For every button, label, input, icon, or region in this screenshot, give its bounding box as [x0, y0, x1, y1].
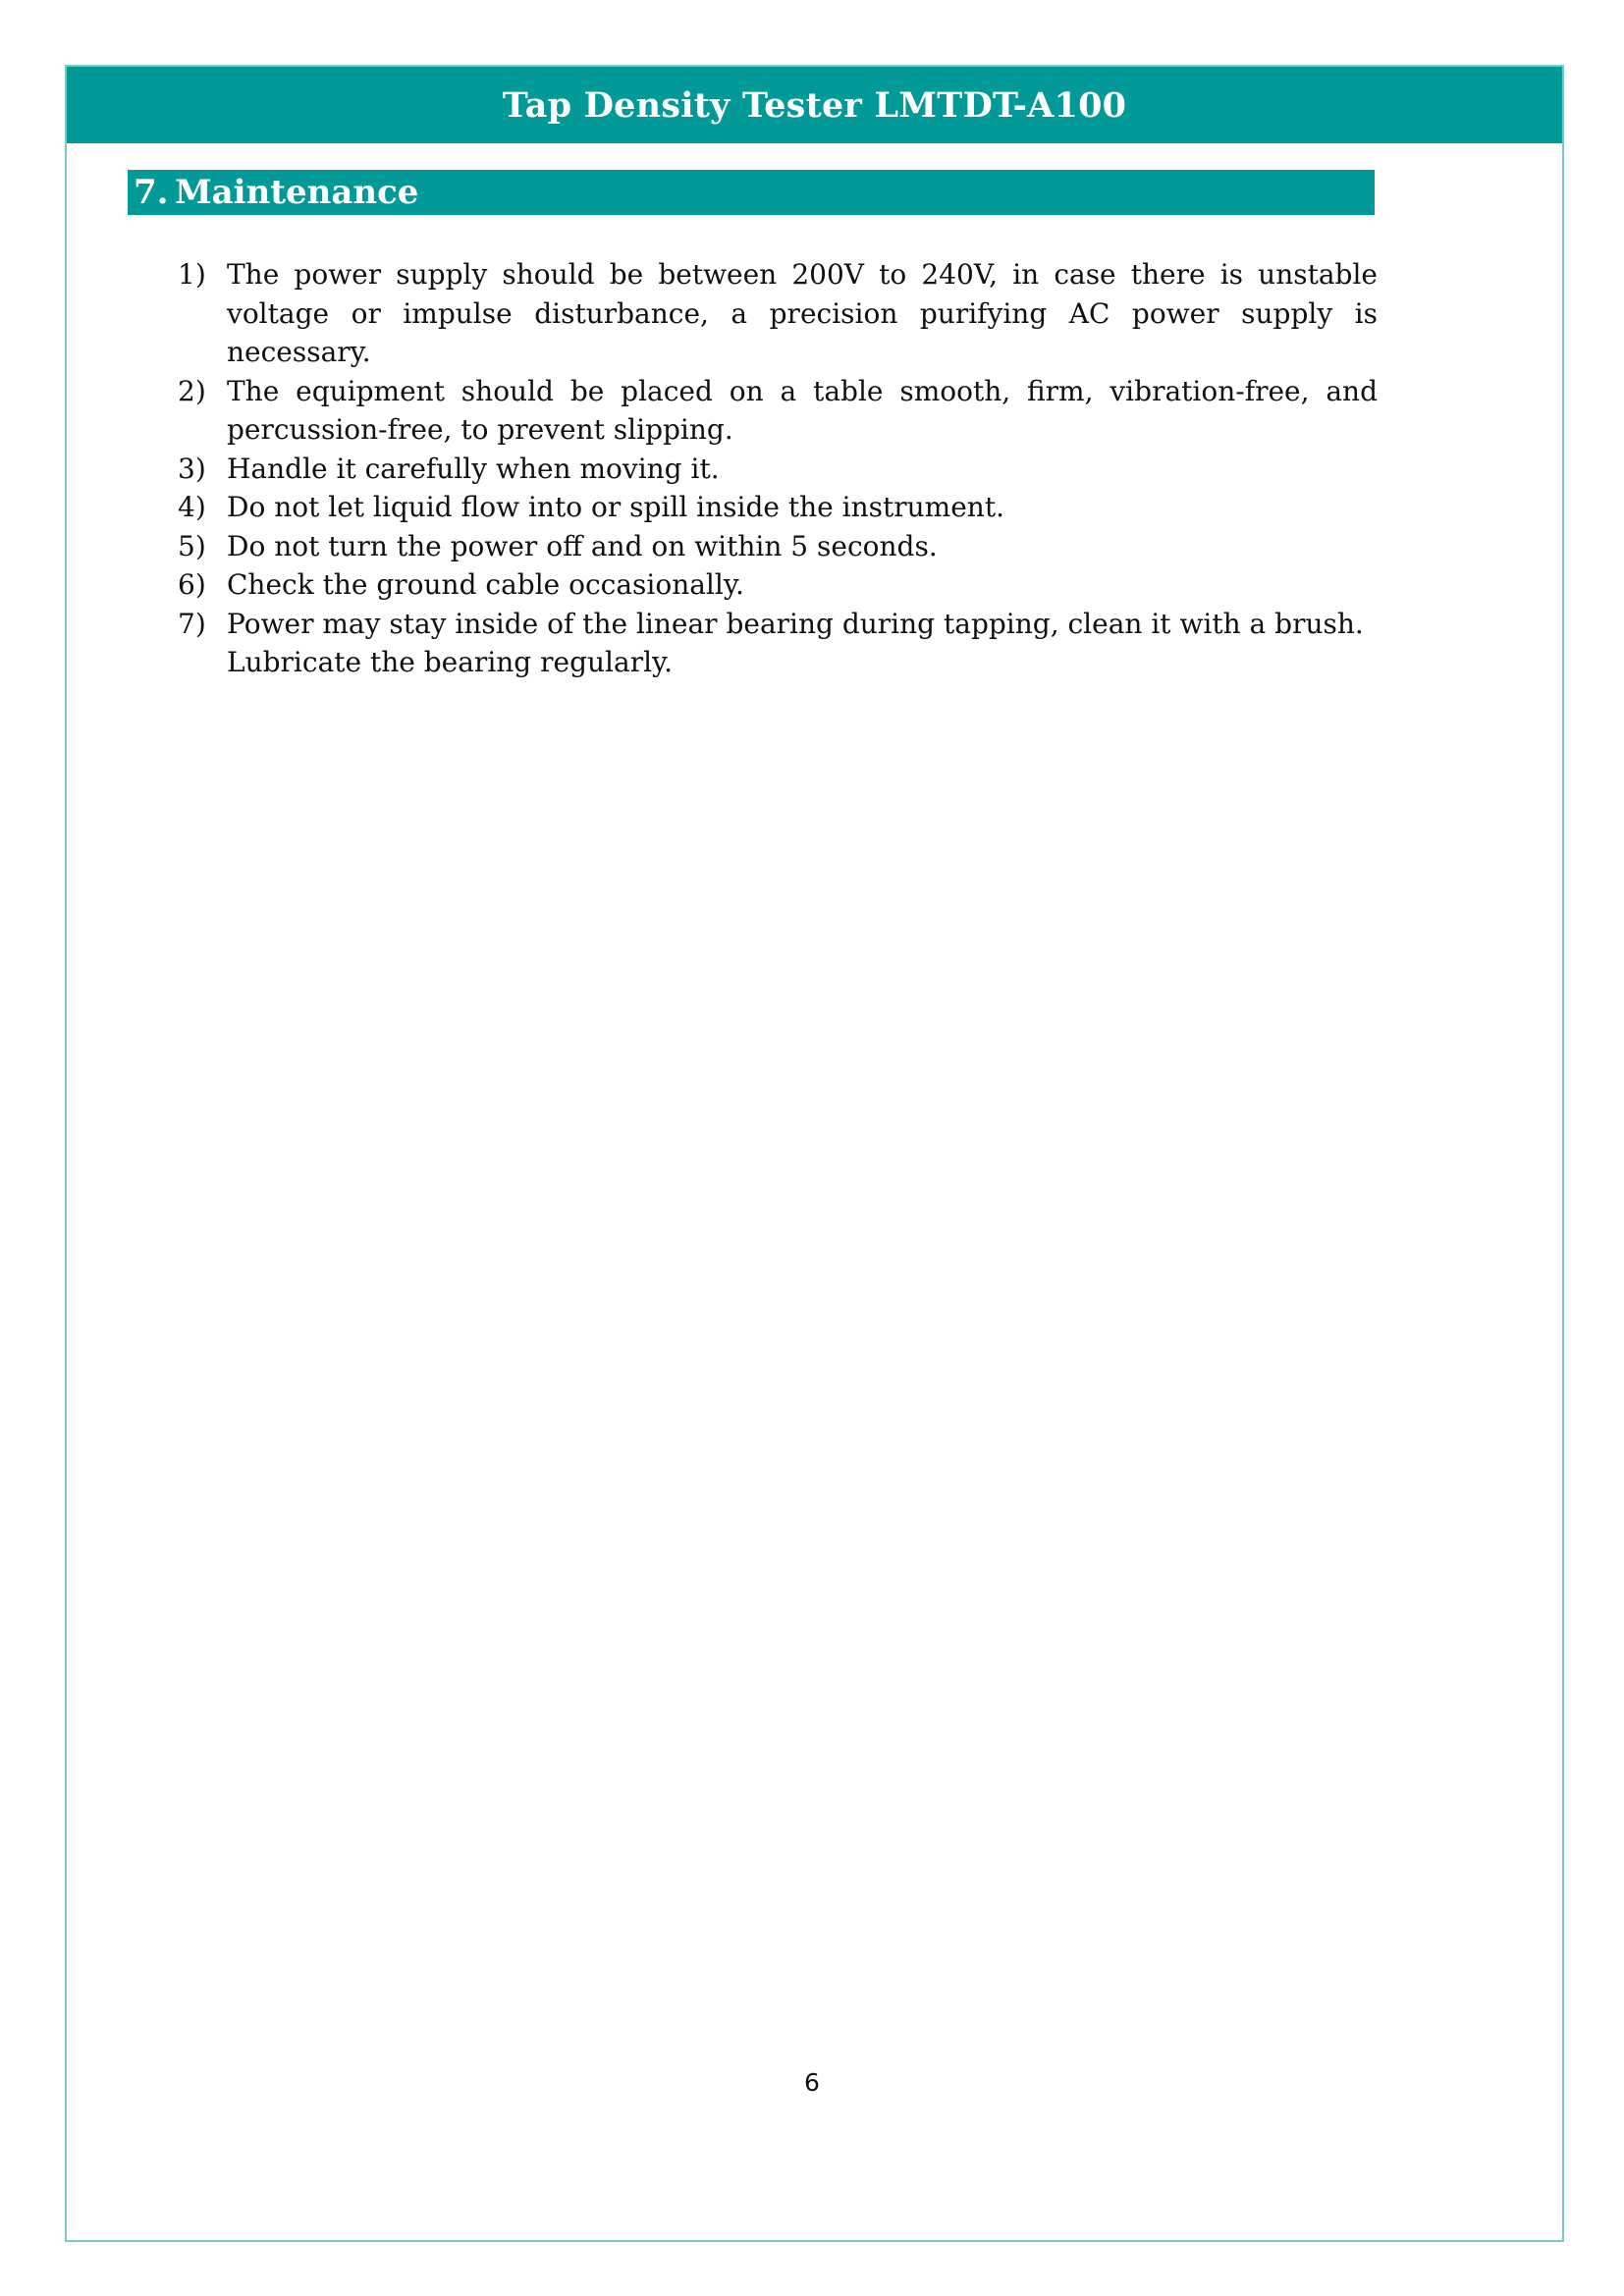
- list-item: [178, 255, 1378, 372]
- list-item-text: The power supply should be between 200V to 240V, in case there is unstable voltage or impulse disturbance, a precision purifying AC power supply is necessary.: [227, 258, 1378, 368]
- list-item-number: 5): [178, 529, 206, 562]
- list-item: [178, 450, 1378, 489]
- section-heading: [128, 170, 1375, 215]
- list-item: [178, 605, 1378, 682]
- list-item-text: Power may stay inside of the linear bearing during tapping, clean it with a brush. Lubricate the bearing regularly.: [227, 607, 1364, 678]
- section-title: Maintenance: [175, 173, 419, 212]
- list-item-number: 4): [178, 491, 206, 523]
- list-item-number: 2): [178, 374, 206, 407]
- list-item: [178, 372, 1378, 450]
- list-item-number: 6): [178, 568, 206, 601]
- document-title: Tap Density Tester LMTDT-A100: [502, 84, 1127, 126]
- list-item-text: Do not turn the power off and on within 5 seconds.: [227, 529, 938, 562]
- section-number: 7.: [134, 173, 169, 212]
- page-number: 6: [804, 2068, 820, 2097]
- list-item-number: 3): [178, 452, 206, 485]
- list-item-text: Handle it carefully when moving it.: [227, 452, 720, 485]
- list-item-number: 1): [178, 258, 206, 291]
- list-item-text: The equipment should be placed on a table smooth, firm, vibration-free, and percussion-free, to prevent slipping.: [227, 374, 1378, 446]
- list-item-text: Check the ground cable occasionally.: [227, 568, 744, 601]
- header-bar: [67, 67, 1562, 143]
- list-item: [178, 565, 1378, 605]
- list-item: [178, 527, 1378, 566]
- maintenance-list: [178, 255, 1378, 682]
- list-item: [178, 488, 1378, 527]
- list-item-number: 7): [178, 607, 206, 640]
- list-item-text: Do not let liquid flow into or spill inside the instrument.: [227, 491, 1004, 523]
